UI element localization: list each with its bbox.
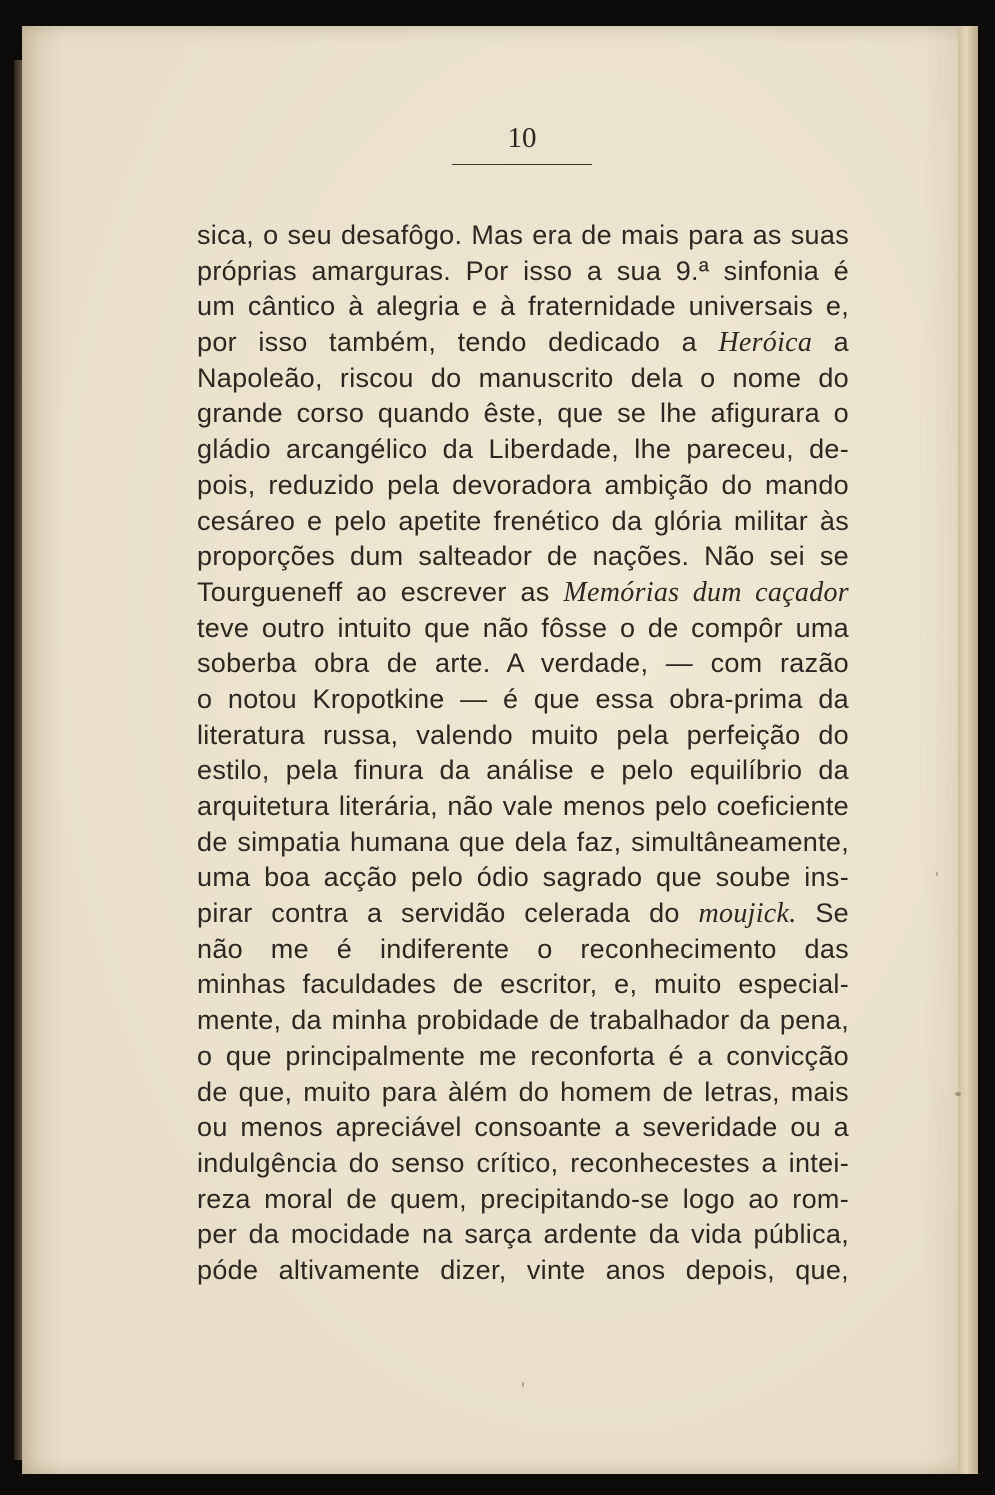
text-line	[197, 896, 849, 932]
text-line	[197, 967, 849, 1003]
text-line	[197, 1146, 849, 1182]
text-line	[197, 325, 849, 361]
text-run: estilo, pela finura da análise e pelo equilíbrio da	[197, 755, 849, 786]
text-line	[197, 504, 849, 540]
italic-title: Heróica	[718, 327, 813, 359]
text-run: gládio arcangélico da Liberdade, lhe pareceu, de-	[197, 434, 849, 465]
text-run: póde altivamente dizer, vinte anos depois, que,	[197, 1254, 849, 1285]
text-line	[197, 860, 849, 896]
text-run: Napoleão, riscou do manuscrito dela o nome do	[197, 362, 849, 393]
text-line	[197, 753, 849, 789]
text-line	[197, 682, 849, 718]
text-run: mente, da minha probidade de trabalhador da pena,	[197, 1005, 849, 1036]
text-run: per da mocidade na sarça ardente da vida pública,	[197, 1219, 849, 1250]
text-run: o notou Kropotkine — é que essa obra-prima da	[197, 683, 849, 714]
text-run: o que principalmente me reconforta é a convicção	[197, 1040, 849, 1071]
text-run: arquitetura literária, não vale menos pelo coeficiente	[197, 791, 849, 821]
text-run: não me é indiferente o reconhecimento das	[197, 933, 849, 964]
header-rule	[452, 164, 592, 165]
italic-title: moujick.	[698, 898, 797, 930]
text-line	[197, 1253, 849, 1289]
text-run: teve outro intuito que não fôsse o de compôr uma	[197, 612, 849, 643]
text-line	[197, 218, 849, 254]
text-run: literatura russa, valendo muito pela perfeição do	[197, 719, 849, 750]
text-line	[197, 468, 849, 504]
page-number: 10	[507, 122, 537, 154]
text-line	[197, 825, 849, 861]
italic-title: Memórias dum caçador	[563, 576, 849, 608]
text-run: Tourgueneff ao escrever as	[197, 576, 564, 607]
text-run: um cântico à alegria e à fraternidade universais e,	[197, 291, 849, 322]
text-run: indulgência do senso crítico, reconhecestes a intei-	[197, 1147, 849, 1178]
text-run: sica, o seu desafôgo. Mas era de mais para as suas	[197, 220, 849, 250]
text-line	[197, 289, 849, 325]
text-line	[197, 1039, 849, 1075]
body-text	[197, 218, 849, 1289]
text-line	[197, 1182, 849, 1218]
paper-speck	[522, 1382, 524, 1387]
text-run: de que, muito para àlém do homem de letras, mais	[197, 1076, 849, 1107]
text-run: a	[812, 327, 849, 358]
paper-speck	[936, 872, 938, 876]
text-run: ou menos apreciável consoante a severidade ou a	[197, 1112, 849, 1143]
text-line	[197, 1217, 849, 1253]
text-run: minhas faculdades de escritor, e, muito especial-	[197, 969, 849, 1000]
text-run: proporções dum salteador de nações. Não sei se	[197, 541, 849, 572]
text-line	[197, 254, 849, 290]
text-line	[197, 932, 849, 968]
text-run: pois, reduzido pela devoradora ambição do mando	[197, 469, 849, 500]
text-line	[197, 539, 849, 575]
text-line	[197, 646, 849, 682]
text-run: de simpatia humana que dela faz, simultâneamente,	[197, 826, 849, 857]
text-line	[197, 718, 849, 754]
text-line	[197, 611, 849, 647]
paper-speck	[955, 1092, 961, 1096]
page-edge-strip	[958, 26, 978, 1474]
text-run: grande corso quando êste, que se lhe afigurara o	[197, 398, 849, 429]
text-line	[197, 575, 849, 611]
text-line	[197, 1110, 849, 1146]
text-run: pirar contra a servidão celerada do	[197, 898, 699, 929]
text-line	[197, 1003, 849, 1039]
text-run: próprias amarguras. Por isso a sua 9.ª sinfonia é	[197, 255, 849, 286]
text-run: soberba obra de arte. A verdade, — com razão	[197, 648, 849, 679]
text-line	[197, 396, 849, 432]
text-run: cesáreo e pelo apetite frenético da glória militar às	[197, 505, 849, 536]
text-run: reza moral de quem, precipitando-se logo ao rom-	[197, 1183, 849, 1214]
text-line	[197, 1075, 849, 1111]
text-run: Se	[796, 898, 849, 929]
text-line	[197, 789, 849, 825]
text-run: uma boa acção pelo ódio sagrado que soube ins-	[197, 862, 849, 893]
text-run: por isso também, tendo dedicado a	[197, 327, 719, 358]
text-line	[197, 432, 849, 468]
text-line	[197, 361, 849, 397]
